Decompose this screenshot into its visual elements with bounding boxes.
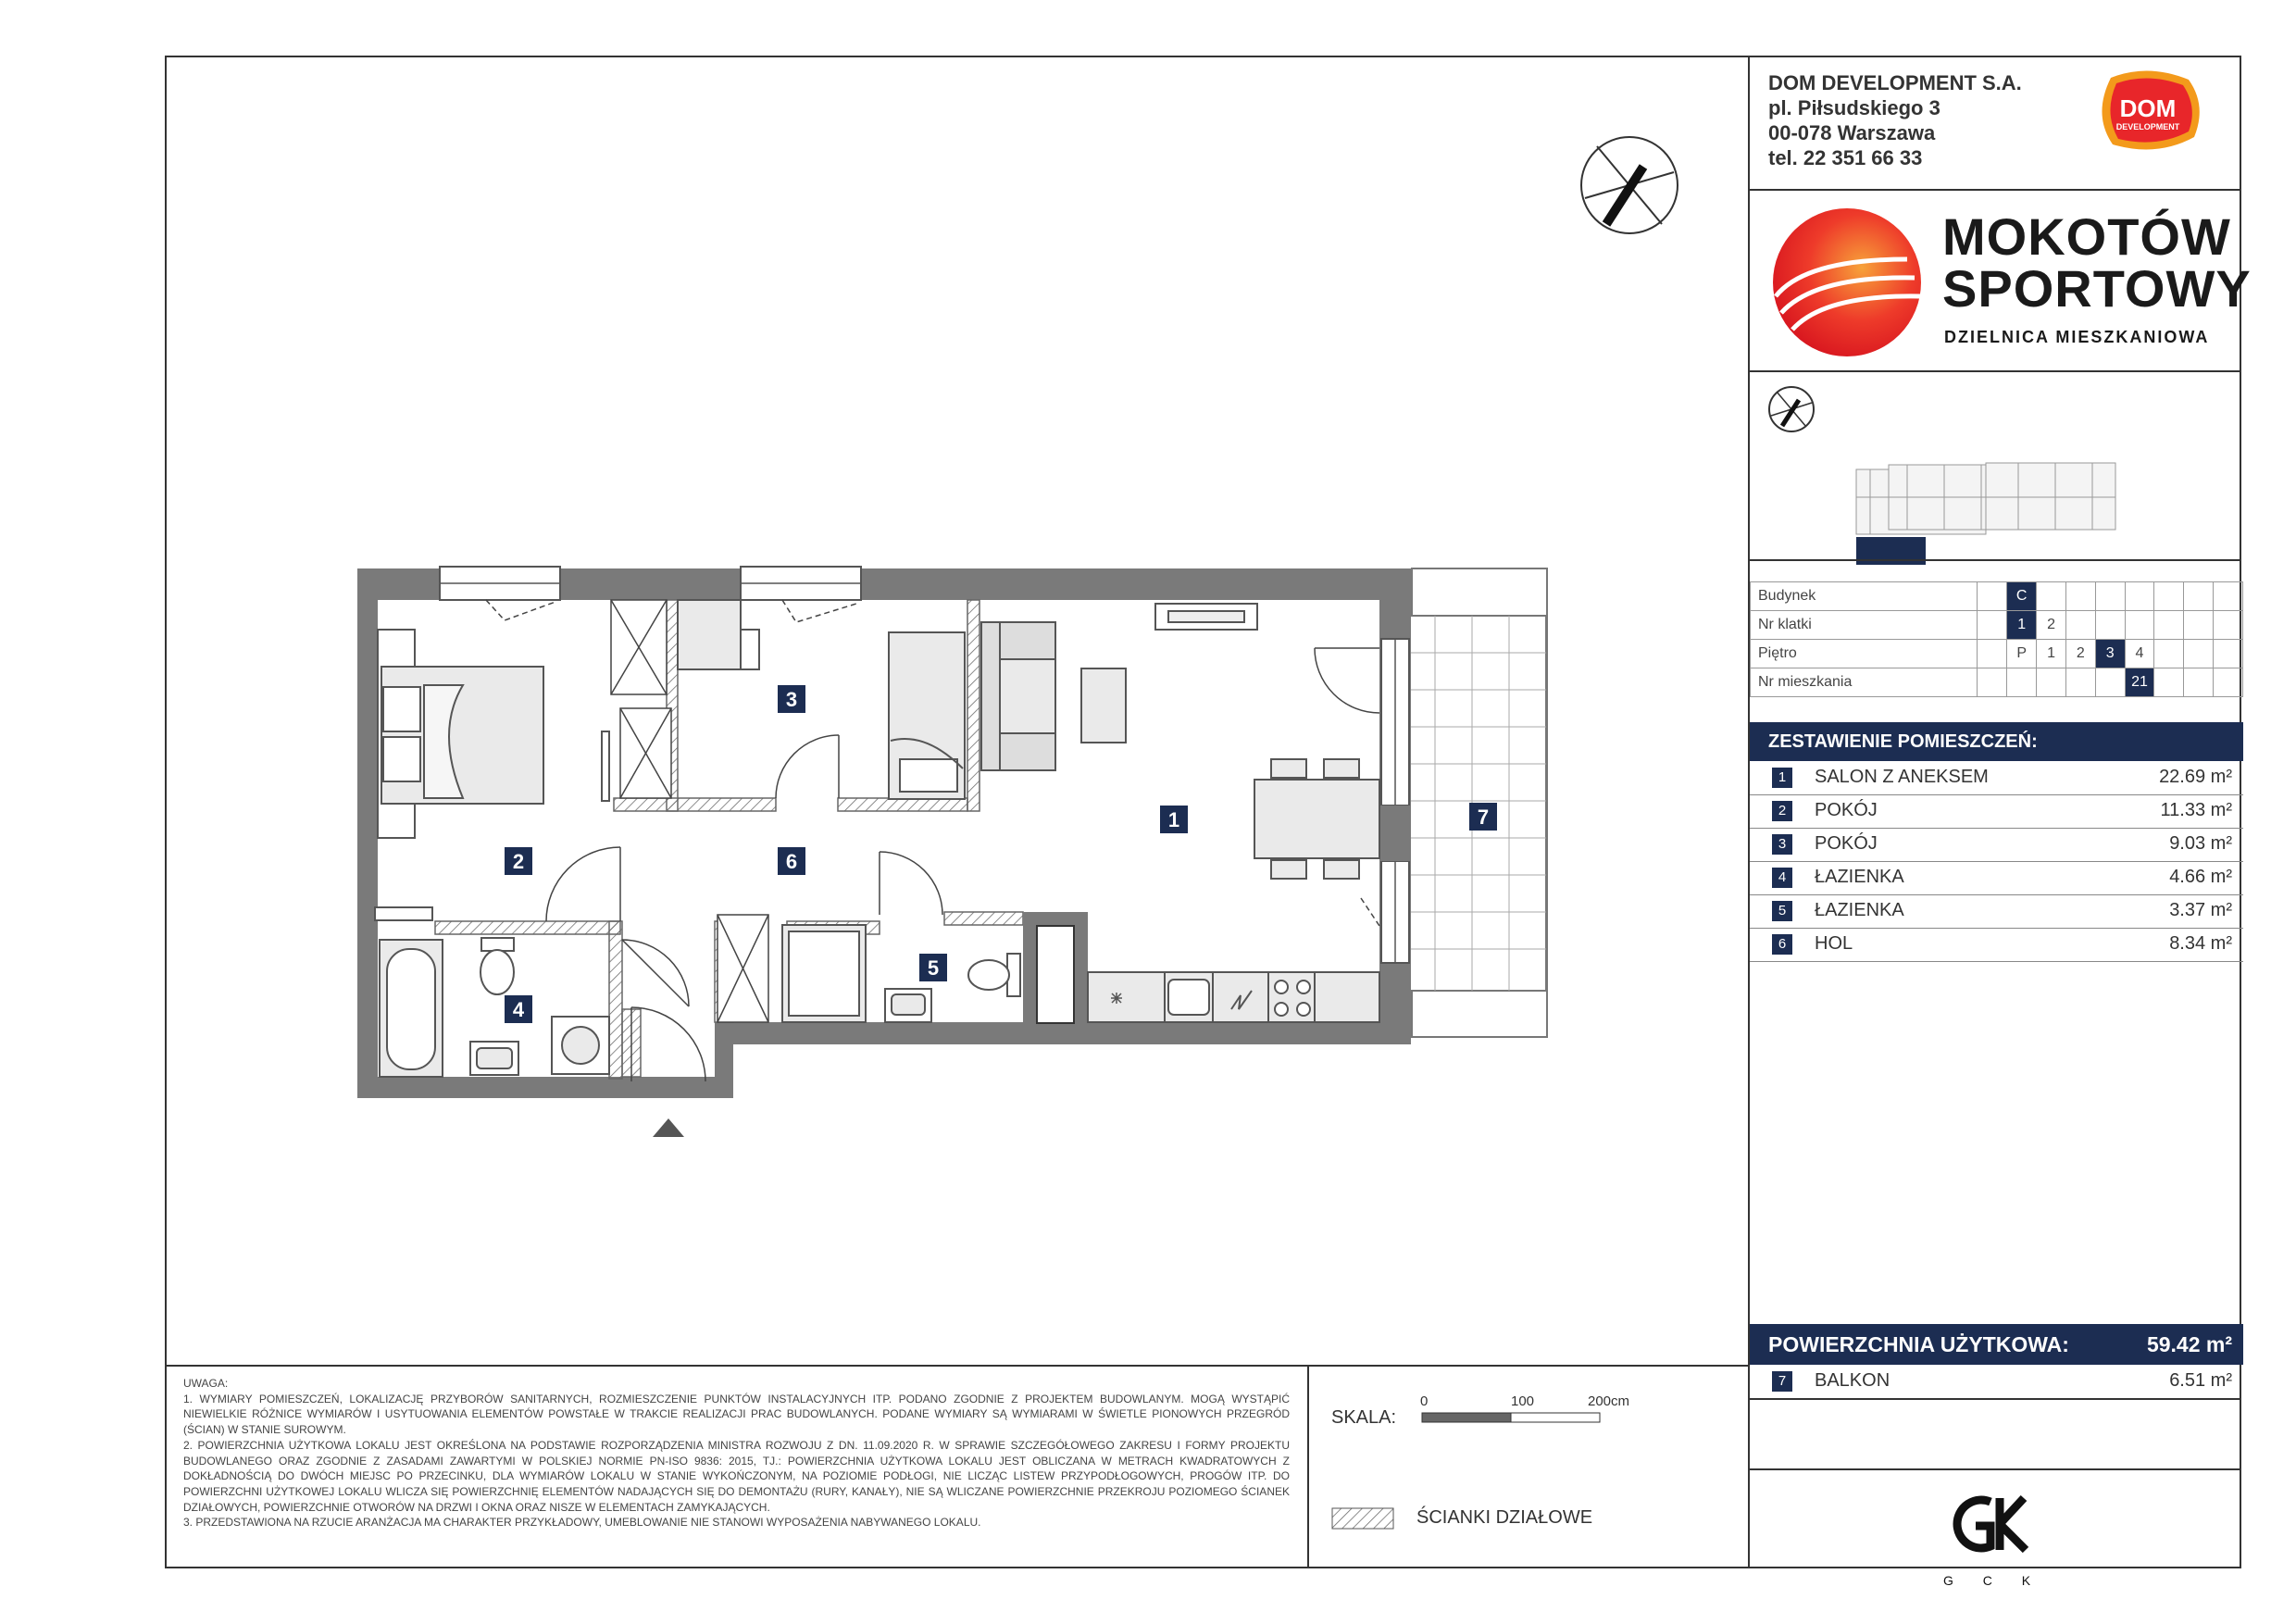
north-arrow-icon [1581,137,1678,233]
balcony-row [1750,1365,2243,1398]
usable-area-label: POWIERZCHNIA UŻYTKOWA: [1768,1332,2069,1356]
entrance-arrow-icon [653,1118,684,1137]
room-number: 6 [1772,934,1792,955]
room-name: POKÓJ [1815,833,1878,854]
key-plan [1768,381,2176,567]
bathroom5-fixtures [782,925,1020,1022]
company-street: pl. Piłsudskiego 3 [1768,96,1940,119]
apartment-label: Nr mieszkania [1751,668,1978,697]
living-furniture [981,604,1379,879]
plan-label-2: 2 [512,850,525,873]
room-area: 11.33 m² [2160,800,2232,820]
dom-logo-subtext: DEVELOPMENT [2115,122,2180,131]
floor-4: 4 [2125,640,2154,668]
room-name: ŁAZIENKA [1815,900,1904,920]
building-value: C [2007,582,2037,611]
floor-label: Piętro [1751,640,1978,668]
room-row [1750,761,2243,795]
bedroom-furniture [375,630,609,920]
floor-2: 2 [2065,640,2095,668]
kitchen-counter [1088,972,1379,1022]
scale-tick-200: 200cm [1588,1393,1630,1409]
floor-1: 1 [2037,640,2066,668]
room-name: HOL [1815,933,1853,954]
usable-area-value: 59.42 m² [2146,1332,2232,1356]
room3-furniture [678,600,965,799]
room-area: 22.69 m² [2159,767,2232,787]
floor-p: P [2007,640,2037,668]
dom-development-logo [2092,69,2205,152]
partition-walls-label: ŚCIANKI DZIAŁOWE [1416,1507,1593,1528]
rooms-header: ZESTAWIENIE POMIESZCZEŃ: [1750,722,2243,761]
room-row [1750,928,2243,962]
room-number: 5 [1772,901,1792,921]
notes-block [183,1376,1290,1530]
room-area: 8.34 m² [2169,933,2232,954]
room-name: SALON Z ANEKSEM [1815,767,1989,787]
brand-title-line1: MOKOTÓW [1942,207,2231,266]
balcony-number: 7 [1772,1371,1792,1392]
note-item: 3. PRZEDSTAWIONA NA RZUCIE ARANŻACJA MA CHARAKTER PRZYKŁADOWY, UMEBLOWANIE NIE STANOWI WYPOSAŻENIA NABYWANEGO LOKALU. [183,1516,981,1530]
plan-label-7: 7 [1477,806,1490,829]
gck-logo [1942,1481,2044,1593]
room-area: 3.37 m² [2169,900,2232,920]
bathroom4-fixtures [380,938,609,1077]
mokotow-sportowy-logo-icon [1768,204,1926,361]
scale-tick-100: 100 [1511,1393,1535,1409]
plan-label-4: 4 [512,998,525,1021]
scale-tick-0: 0 [1420,1393,1429,1409]
room-number: 3 [1772,834,1792,855]
building-label: Budynek [1751,582,1978,611]
staircase-1: 1 [2007,611,2037,640]
room-number: 1 [1772,768,1792,788]
brand-title [1942,207,2252,318]
gck-letters: G C K [1942,1573,2044,1588]
plan-label-1: 1 [1167,808,1180,831]
room-row [1750,861,2243,895]
note-item: 2. POWIERZCHNIA UŻYTKOWA LOKALU JEST OKREŚLONA NA PODSTAWIE ROZPORZĄDZENIA MINISTRA ROZWOJU Z DN. 11.09.2020 R. W SPRAWIE SZCZEGÓŁOWEGO ZAKRESU I FORMY PROJEKTU BUDOWLANEGO ORAZ ZGODNIE Z ZASADAMI ZAWARTYMI W POLSKIEJ NORMIE PN-ISO 9836: 2015, TJ.: POWIERZCHNIA UŻYTKOWA LOKALU JEST OBLICZANA W METRACH KWADRATOWYCH Z DOKŁADNOŚCIĄ DO DWÓCH MIEJSC PO PRZECINKU, DLA WYMIARÓW LOKALU W STANIE WYKOŃCZONYM, NA POZIOMIE PODŁOGI, NIE LICZĄC LISTEW PRZYPODŁOGOWYCH, PROGÓW ITP. DO POWIERZCHNI UŻYTKOWEJ LOKALU WLICZA SIĘ POWIERZCHNIĘ ELEMENTÓW NADAJĄCYCH SIĘ DO DEMONTAŻU (RURY, KANAŁY), NIE SĄ WLICZANE POWIERZCHNIE PRZEKROJU POZIOMEGO ŚCIANEK DZIAŁOWYCH, POWIERZCHNIE OTWORÓW NA DRZWI I OKNA ORAZ NISZE W ELEMENTACH ZAMYKAJĄCYCH. [183,1438,1290,1514]
usable-area-bar [1750,1324,2243,1365]
apartment-number: 21 [2125,668,2154,697]
plan-label-3: 3 [785,688,798,711]
company-address [1768,70,2022,170]
scale-bar [1418,1393,1631,1439]
room-name: ŁAZIENKA [1815,867,1904,887]
info-panel [1748,56,2252,1588]
notes-heading: UWAGA: [183,1377,229,1390]
partition-hatch-icon [1331,1507,1396,1531]
scale-legend-box [1307,1365,1748,1568]
brand-title-line2: SPORTOWY [1942,259,2252,318]
room-row [1750,828,2243,862]
note-item: 1. WYMIARY POMIESZCZEŃ, LOKALIZACJĘ PRZYBORÓW SANITARNYCH, ROZMIESZCZENIE PUNKTÓW INSTALACYJNYCH ITP. PODANO ZGODNIE Z PROJEKTEM BUDOWLANYM. MOGĄ WYSTĄPIĆ NIEWIELKIE RÓŻNICE WYMIARÓW I USYTUOWANIA ELEMENTÓW POWSTAŁE W TRAKCIE REALIZACJI PRAC BUDOWLANYCH. PODANE WYMIARY SĄ WYMIARAMI W ŚWIETLE PIONOWYCH PRZEGRÓD (ŚCIAN) W STANIE SUROWYM. [183,1392,1290,1437]
company-phone: tel. 22 351 66 33 [1768,146,1923,169]
room-area: 4.66 m² [2169,867,2232,887]
room-area: 9.03 m² [2169,833,2232,854]
plan-label-6: 6 [785,850,798,873]
company-name: DOM DEVELOPMENT S.A. [1768,71,2022,94]
dom-logo-text: DOM [2119,94,2177,122]
room-number: 4 [1772,868,1792,888]
scale-label: SKALA: [1331,1407,1397,1428]
room-name: POKÓJ [1815,800,1878,820]
location-table [1750,581,2243,697]
brand-subtitle: DZIELNICA MIESZKANIOWA [1944,328,2210,346]
balcony-area: 6.51 m² [2169,1370,2232,1391]
balcony-name: BALKON [1815,1370,1890,1391]
key-plan-north-arrow-icon [1769,387,1814,431]
staircase-2: 2 [2037,611,2066,640]
room-row [1750,794,2243,829]
floor-3: 3 [2095,640,2125,668]
room-number: 2 [1772,801,1792,821]
staircase-label: Nr klatki [1751,611,1978,640]
company-city: 00-078 Warszawa [1768,121,1936,144]
plan-label-5: 5 [927,956,940,980]
room-row [1750,894,2243,929]
